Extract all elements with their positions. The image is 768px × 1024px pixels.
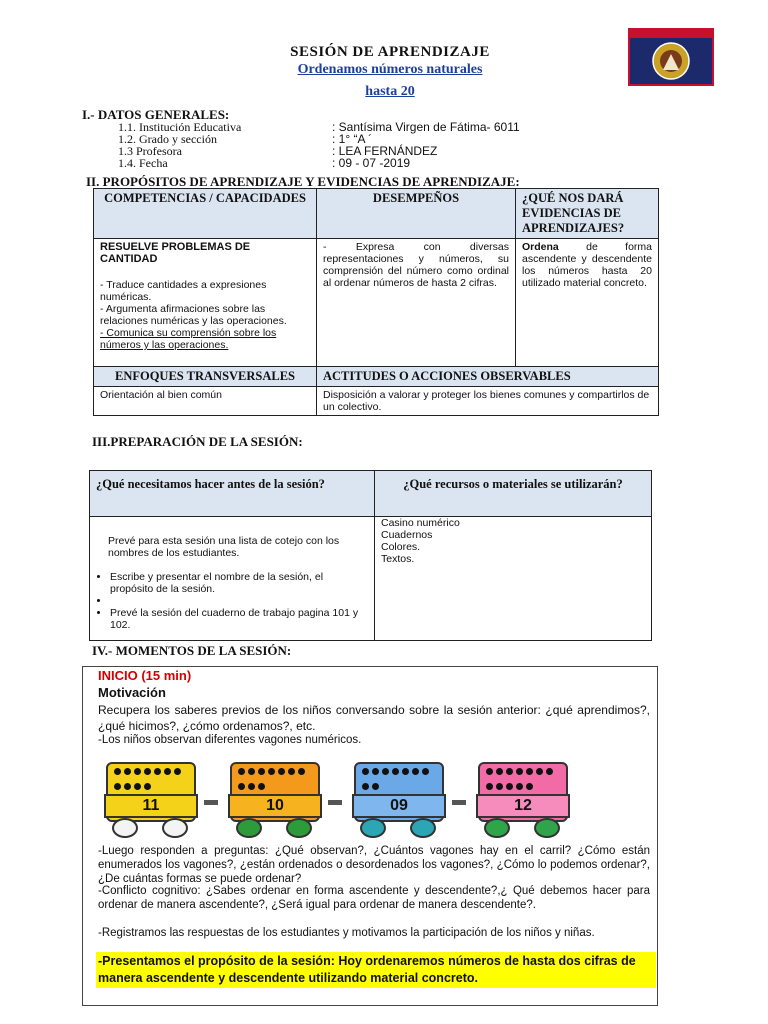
wagon-number: 12 (476, 794, 570, 818)
wagon-number: 11 (104, 794, 198, 818)
dot (144, 768, 151, 775)
dot (496, 768, 503, 775)
section-preparacion-heading: III.PREPARACIÓN DE LA SESIÓN: (92, 434, 303, 449)
datos-label-grado: 1.2. Grado y sección (118, 132, 217, 146)
recursos-cell (375, 517, 652, 641)
section-propositos-heading: II. PROPÓSITOS DE APRENDIZAJE Y EVIDENCIAS DE APRENDIZAJE: (86, 174, 520, 189)
datos-label-institucion: 1.1. Institución Educativa (118, 120, 242, 134)
antes-intro: Prevé para esta sesión una lista de cotejo con los nombres de los estudiantes. (108, 535, 340, 559)
wagon-number: 10 (228, 794, 322, 818)
dot (258, 768, 265, 775)
section-momentos-heading: IV.- MOMENTOS DE LA SESIÓN: (92, 643, 292, 658)
preguntas-text: -Luego responden a preguntas: ¿Qué observan?, ¿Cuántos vagones hay en el carril? ¿Cómo están enumerados los vagones?, ¿están ordenados o desordenados los vagones?, ¿Cómo lo podemos ordenar?, ¿De cuántas formas se puede ordenar? (98, 845, 650, 885)
enfoque-cell: Orientación al bien común (94, 387, 317, 416)
dot (144, 783, 151, 790)
section-datos-heading: I.- DATOS GENERALES: (82, 107, 230, 122)
dot (362, 783, 369, 790)
wagon-wheel (534, 818, 560, 838)
datos-label-profesora: 1.3 Profesora (118, 144, 182, 158)
antes-item (110, 595, 368, 607)
dot (506, 783, 513, 790)
wagon-dots (114, 768, 188, 794)
header-competencias: COMPETENCIAS / CAPACIDADES (94, 189, 317, 239)
capacidad-item: - Traduce cantidades a expresiones numéricas. (100, 279, 267, 303)
datos-value-fecha: : 09 - 07 -2019 (332, 156, 411, 170)
dot (526, 783, 533, 790)
dot (546, 768, 553, 775)
dot (486, 768, 493, 775)
dot (268, 768, 275, 775)
dot (362, 768, 369, 775)
wagon-dots (238, 768, 312, 794)
header-desempenos: DESEMPEÑOS (317, 189, 516, 239)
wagon-12 (472, 756, 574, 844)
wagon-wheel (162, 818, 188, 838)
dot (486, 783, 493, 790)
vagones-intro: -Los niños observan diferentes vagones numéricos. (98, 734, 362, 746)
inicio-label: INICIO (15 min) (98, 668, 192, 683)
preparacion-table (89, 470, 652, 641)
capacidad-item: - Argumenta afirmaciones sobre las relaciones numéricas y las operaciones. (100, 303, 287, 327)
dot (516, 783, 523, 790)
dot (154, 768, 161, 775)
wagons-illustration (100, 756, 570, 844)
session-subtitle: Ordenamos números naturales (297, 62, 483, 77)
wagon-10 (224, 756, 326, 844)
wagon-wheel (112, 818, 138, 838)
desempeno-cell: - Expresa con diversas representaciones y números, su comprensión del número como ordinal al ordenar números de hasta 2 cifras. (317, 239, 516, 367)
dot (392, 768, 399, 775)
evidencia-cell (516, 239, 659, 367)
motivacion-label: Motivación (98, 685, 166, 700)
evidencia-verb: Ordena (522, 241, 559, 253)
header-evidencias: ¿QUÉ NOS DARÁ EVIDENCIAS DE APRENDIZAJES? (516, 189, 659, 239)
wagon-wheel (286, 818, 312, 838)
evidencia-text: de forma ascendente y descendente los números hasta 20 utilizado material concreto. (522, 241, 652, 289)
wagon-09 (348, 756, 450, 844)
wagon-11 (100, 756, 202, 844)
header-actitudes: ACTITUDES O ACCIONES OBSERVABLES (317, 367, 659, 387)
dot (134, 768, 141, 775)
antes-item: • Prevé la sesión del cuaderno de trabajo pagina 101 y 102. (110, 607, 368, 631)
dot (248, 783, 255, 790)
dot (526, 768, 533, 775)
dot (278, 768, 285, 775)
dot (164, 768, 171, 775)
datos-label-fecha: 1.4. Fecha (118, 156, 168, 170)
wagon-coupler (204, 800, 218, 805)
recurso-item: Textos. (381, 553, 415, 565)
antes-item: • Escribe y presentar el nombre de la sesión, el propósito de la sesión. (110, 571, 368, 595)
competencias-cell (94, 239, 317, 367)
datos-value-institucion: : Santísima Virgen de Fátima- 6011 (332, 120, 520, 134)
wagon-wheel (236, 818, 262, 838)
school-logo (628, 28, 714, 86)
dot (114, 783, 121, 790)
competencia-title: RESUELVE PROBLEMAS DE CANTIDAD (100, 241, 251, 265)
wagon-wheel (410, 818, 436, 838)
dot (372, 768, 379, 775)
dot (288, 768, 295, 775)
dot (124, 783, 131, 790)
antes-sesion-cell (90, 517, 375, 641)
wagon-dots (486, 768, 560, 794)
recurso-item: Colores. (381, 541, 421, 553)
dot (402, 768, 409, 775)
dot (382, 768, 389, 775)
session-subtitle-line2: hasta 20 (365, 84, 415, 99)
antes-list (96, 571, 368, 631)
dot (536, 768, 543, 775)
wagon-dots (362, 768, 436, 794)
wagon-coupler (328, 800, 342, 805)
header-enfoques: ENFOQUES TRANSVERSALES (94, 367, 317, 387)
wagon-wheel (484, 818, 510, 838)
page-title: SESIÓN DE APRENDIZAJE (290, 44, 490, 60)
datos-value-grado: : 1° “A ´ (332, 132, 373, 146)
dot (134, 783, 141, 790)
conflicto-text: -Conflicto cognitivo: ¿Sabes ordenar en forma ascendente y descendente?,¿ Qué debemos hacer para ordenar de manera ascendente?, ¿Será igual para ordenar de manera descendente?. (98, 885, 650, 911)
wagon-coupler (452, 800, 466, 805)
dot (124, 768, 131, 775)
header-antes-sesion: ¿Qué necesitamos hacer antes de la sesión? (90, 471, 375, 517)
dot (496, 783, 503, 790)
recurso-item: Casino numérico (381, 517, 460, 529)
dot (238, 783, 245, 790)
dot (506, 768, 513, 775)
dot (238, 768, 245, 775)
datos-value-profesora: : LEA FERNÁNDEZ (332, 144, 438, 158)
dot (114, 768, 121, 775)
proposito-highlight: -Presentamos el propósito de la sesión: Hoy ordenaremos números de hasta dos cifras de manera ascendente y descendente utilizando material concreto. (96, 952, 656, 988)
dot (516, 768, 523, 775)
wagon-wheel (360, 818, 386, 838)
registro-text: -Registramos las respuestas de los estudiantes y motivamos la participación de los niños y niñas. (98, 927, 595, 939)
dot (174, 768, 181, 775)
capacidad-item: - Comunica su comprensión sobre los números y las operaciones. (100, 327, 277, 351)
dot (412, 768, 419, 775)
propositos-table (93, 188, 659, 416)
dot (258, 783, 265, 790)
dot (372, 783, 379, 790)
wagon-number: 09 (352, 794, 446, 818)
motivacion-text: Recupera los saberes previos de los niños conversando sobre la sesión anterior: ¿qué aprendimos?, ¿qué hicimos?, ¿cómo ordenamos?, etc. (98, 703, 650, 733)
recurso-item: Cuadernos (381, 529, 433, 541)
dot (248, 768, 255, 775)
dot (298, 768, 305, 775)
header-recursos: ¿Qué recursos o materiales se utilizarán? (375, 471, 652, 517)
dot (422, 768, 429, 775)
actitud-cell: Disposición a valorar y proteger los bienes comunes y compartirlos de un colectivo. (317, 387, 659, 416)
